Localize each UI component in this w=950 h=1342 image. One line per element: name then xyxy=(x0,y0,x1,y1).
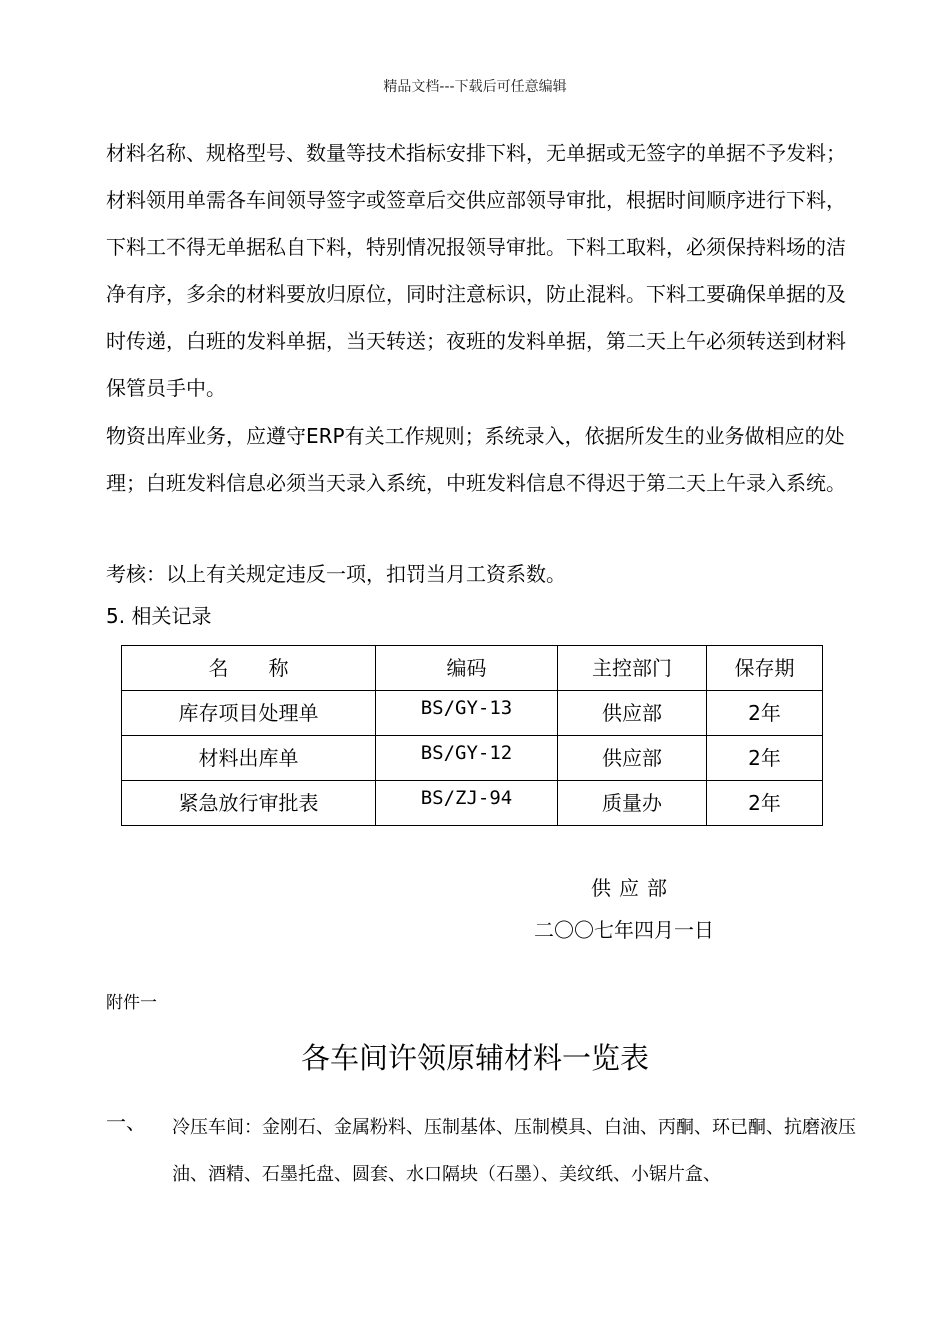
signature-department: 供应部 xyxy=(591,876,675,900)
cell-department: 供应部 xyxy=(558,691,707,736)
column-header-name: 名 称 xyxy=(122,646,376,691)
cell-name: 库存项目处理单 xyxy=(122,691,376,736)
paragraph-material-issuing: 材料名称、规格型号、数量等技术指标安排下料，无单据或无签字的单据不予发料；材料领用单需各车间领导签字或签章后交供应部领导审批，根据时间顺序进行下料，下料工不得无单据私自下料，特别情况报领导审批。下料工取料，必须保持料场的洁净有序，多余的材料要放归原位，同时注意标识，防止混料。下料工要确保单据的及时传递，白班的发料单据，当天转送；夜班的发料单据，第二天上午必须转送到材料保管员手中。 xyxy=(106,141,846,400)
cell-retention: 2年 xyxy=(707,691,823,736)
paragraph-erp-rules: 物资出库业务，应遵守ERP有关工作规则；系统录入，依据所发生的业务做相应的处理；白班发料信息必须当天录入系统，中班发料信息不得迟于第二天上午录入系统。 xyxy=(106,424,846,495)
cell-name: 材料出库单 xyxy=(122,736,376,781)
signature-date: 二〇〇七年四月一日 xyxy=(534,918,714,942)
cell-name: 紧急放行审批表 xyxy=(122,781,376,826)
cell-code: BS/GY-13 xyxy=(376,691,558,736)
table-header-row xyxy=(122,646,823,691)
cell-department: 供应部 xyxy=(558,736,707,781)
column-header-code: 编码 xyxy=(376,646,558,691)
column-header-department: 主控部门 xyxy=(558,646,707,691)
cell-retention: 2年 xyxy=(707,736,823,781)
cell-code: BS/ZJ-94 xyxy=(376,781,558,826)
records-table xyxy=(121,645,823,826)
table-row xyxy=(122,736,823,781)
table-row xyxy=(122,691,823,736)
table-row xyxy=(122,781,823,826)
attachment-title: 各车间许领原辅材料一览表 xyxy=(300,1041,649,1075)
column-header-retention: 保存期 xyxy=(707,646,823,691)
cell-retention: 2年 xyxy=(707,781,823,826)
list-item-text: 冷压车间：金刚石、金属粉料、压制基体、压制模具、白油、丙酮、环已酮、抗磨液压油、酒精、石墨托盘、圆套、水口隔块（石墨）、美纹纸、小锯片盒、 xyxy=(172,1117,856,1185)
attachment-label: 附件一 xyxy=(106,993,157,1013)
cell-department: 质量办 xyxy=(558,781,707,826)
section-title: 5. 相关记录 xyxy=(106,604,212,628)
cell-code: BS/GY-12 xyxy=(376,736,558,781)
page-header: 精品文档---下载后可任意编辑 xyxy=(383,79,567,95)
list-item-number: 一、 xyxy=(106,1110,146,1134)
paragraph-assessment: 考核：以上有关规定违反一项，扣罚当月工资系数。 xyxy=(106,562,566,586)
